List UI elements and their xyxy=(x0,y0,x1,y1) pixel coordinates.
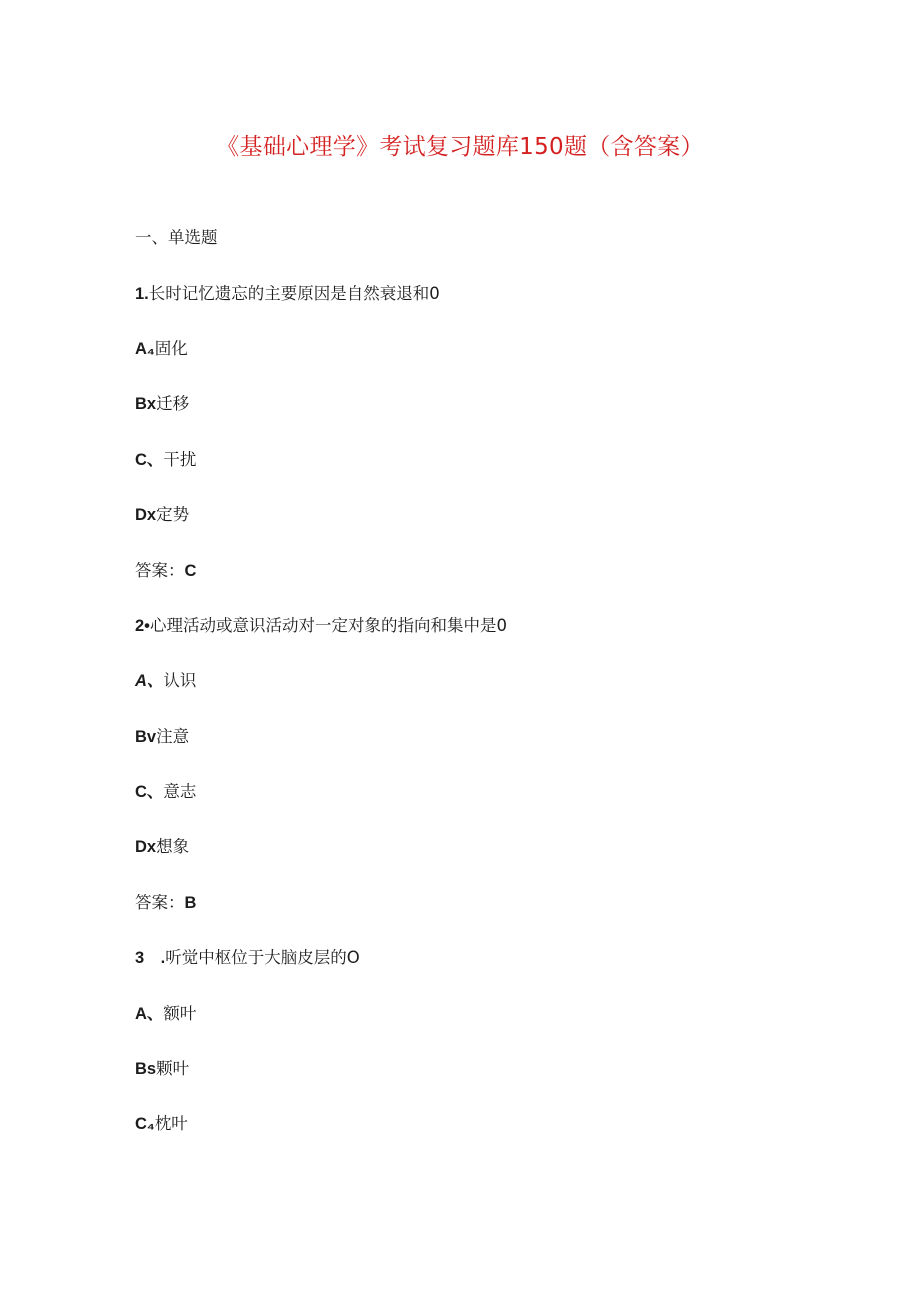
option-text: 干扰 xyxy=(163,450,197,469)
question-1-stem xyxy=(135,283,440,305)
option-marker: Dx xyxy=(135,838,157,856)
question-2-option-b xyxy=(135,726,189,748)
question-text: 听觉中枢位于大脑皮层的O xyxy=(165,948,360,967)
question-text: 心理活动或意识活动对一定对象的指向和集中是0 xyxy=(149,616,507,635)
question-2-option-c xyxy=(135,781,196,803)
answer-label: 答案： xyxy=(135,561,185,580)
section-heading: 一、单选题 xyxy=(135,228,218,247)
option-marker: A、 xyxy=(135,672,164,690)
option-text: 注意 xyxy=(156,727,190,746)
question-1-option-b xyxy=(135,393,189,415)
option-marker: C₄ xyxy=(135,1115,155,1133)
answer-value: C xyxy=(184,562,197,580)
option-text: 枕叶 xyxy=(154,1114,188,1133)
question-1-option-a xyxy=(135,338,188,360)
option-marker: A₄ xyxy=(135,340,155,358)
option-marker: Bs xyxy=(135,1060,157,1078)
option-marker: C、 xyxy=(135,783,164,801)
question-1-answer xyxy=(135,560,196,582)
answer-value: B xyxy=(184,894,197,912)
document-title: 《基础心理学》考试复习题库150题（含答案） xyxy=(216,134,704,160)
question-1-option-c xyxy=(135,449,196,471)
question-text: 长时记忆遗忘的主要原因是自然衰退和0 xyxy=(148,284,440,303)
question-number: 3 . xyxy=(135,949,166,967)
option-marker: Bv xyxy=(135,728,157,746)
option-marker: Bx xyxy=(135,395,157,413)
question-2-stem xyxy=(135,615,507,637)
option-marker: Dx xyxy=(135,506,157,524)
option-marker: C、 xyxy=(135,451,164,469)
question-3-option-b xyxy=(135,1058,189,1080)
question-2-option-a xyxy=(135,670,196,692)
question-3-option-c xyxy=(135,1113,188,1135)
question-2-option-d xyxy=(135,836,189,858)
option-text: 迁移 xyxy=(156,394,190,413)
question-2-answer xyxy=(135,892,196,914)
option-text: 想象 xyxy=(156,837,190,856)
option-text: 颗叶 xyxy=(156,1059,190,1078)
option-text: 固化 xyxy=(154,339,188,358)
option-text: 意志 xyxy=(163,782,197,801)
question-3-option-a xyxy=(135,1003,196,1025)
answer-label: 答案： xyxy=(135,893,185,912)
question-number: 1. xyxy=(135,285,149,303)
question-number: 2• xyxy=(135,617,150,635)
option-text: 认识 xyxy=(163,671,197,690)
option-text: 额叶 xyxy=(163,1004,197,1023)
option-marker: A、 xyxy=(135,1005,164,1023)
question-1-option-d xyxy=(135,504,189,526)
option-text: 定势 xyxy=(156,505,190,524)
question-3-stem xyxy=(135,947,360,969)
